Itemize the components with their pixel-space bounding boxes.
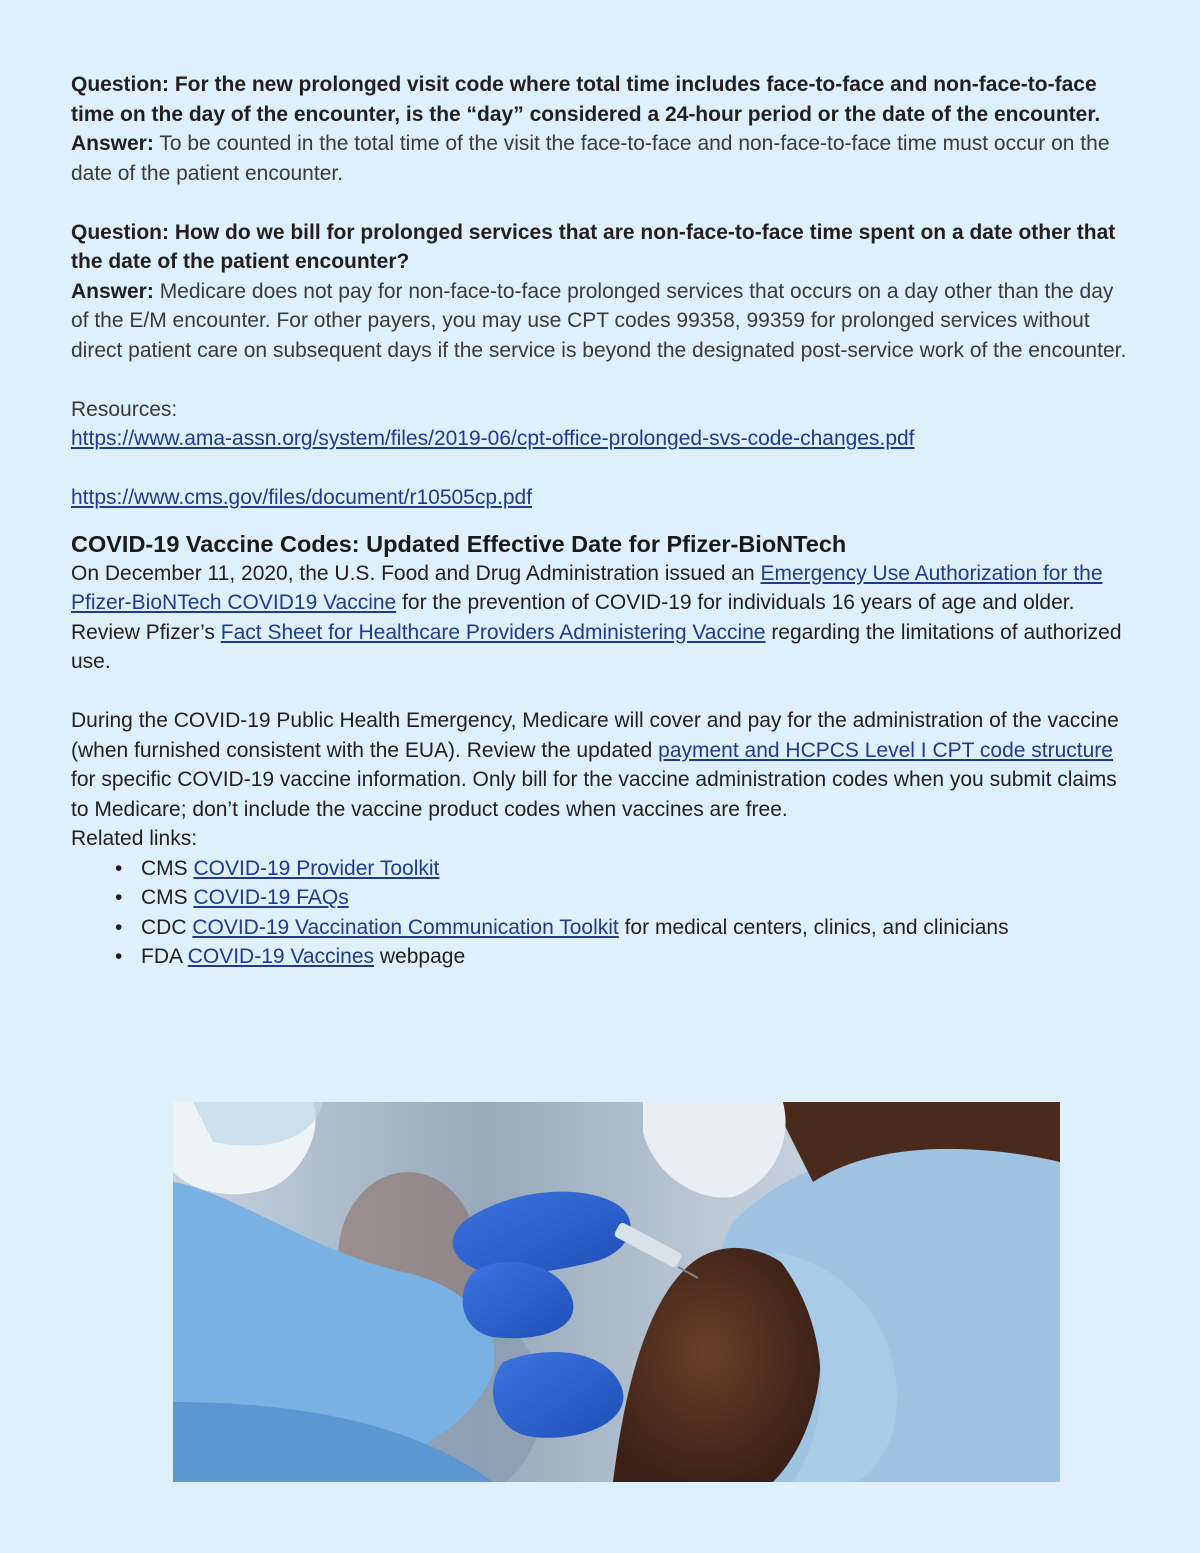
list-item bbox=[115, 883, 1131, 913]
vaccination-illustration bbox=[173, 1102, 1060, 1482]
list-item bbox=[115, 913, 1131, 943]
resource-link-ama[interactable]: https://www.ama-assn.org/system/files/2019-06/cpt-office-prolonged-svs-code-changes.pdf bbox=[71, 427, 915, 450]
link-prefix: CDC bbox=[141, 915, 193, 939]
payment-paragraph bbox=[71, 706, 1131, 824]
answer-text: Medicare does not pay for non-face-to-face prolonged services that occurs on a day other than the day of the E/M encounter. For other payers, you may use CPT codes 99358, 99359 for prolonged services without direct patient care on subsequent days if the service is beyond the designated post-service work of the encounter. bbox=[71, 279, 1127, 362]
related-links-list bbox=[71, 854, 1131, 972]
resources-section bbox=[71, 395, 1131, 513]
fda-vaccines-link[interactable]: COVID-19 Vaccines bbox=[187, 945, 375, 968]
related-links-label: Related links: bbox=[71, 827, 198, 850]
payment-structure-link[interactable]: payment and HCPCS Level I CPT code structure bbox=[658, 738, 1113, 762]
answer-label: Answer: bbox=[71, 132, 154, 155]
eua-paragraph bbox=[71, 559, 1131, 677]
page-content bbox=[71, 70, 1131, 972]
question-text: Question: How do we bill for prolonged services that are non-face-to-face time spent on a date other that the date of the patient encounter? bbox=[71, 220, 1116, 273]
link-prefix: CMS bbox=[141, 856, 194, 880]
text-run: regarding the limitations of authorized use. bbox=[71, 620, 1122, 673]
link-prefix: FDA bbox=[141, 945, 188, 968]
qa-item-2 bbox=[71, 218, 1131, 366]
list-item bbox=[115, 854, 1131, 884]
covid-section bbox=[71, 559, 1131, 972]
provider-toolkit-link[interactable]: COVID-19 Provider Toolkit bbox=[193, 856, 440, 880]
text-run: On December 11, 2020, the U.S. Food and Drug Administration issued an bbox=[71, 561, 761, 585]
fact-sheet-link[interactable]: Fact Sheet for Healthcare Providers Administering Vaccine bbox=[220, 620, 766, 644]
link-suffix: webpage bbox=[374, 945, 466, 968]
communication-toolkit-link[interactable]: COVID-19 Vaccination Communication Toolkit bbox=[192, 915, 619, 939]
text-run: for specific COVID-19 vaccine information. Only bill for the vaccine administration codes when you submit claims to Medicare; don’t include the vaccine product codes when vaccines are free. bbox=[71, 768, 1117, 821]
answer-paragraph bbox=[71, 129, 1131, 188]
vaccination-photo bbox=[173, 1102, 1060, 1482]
question-text: Question: For the new prolonged visit code where total time includes face-to-face and non-face-to-face time on the day of the encounter, is the “day” considered a 24-hour period or the date of the encounter. bbox=[71, 73, 1101, 126]
link-suffix: for medical centers, clinics, and clinicians bbox=[618, 915, 1009, 939]
faqs-link[interactable]: COVID-19 FAQs bbox=[193, 886, 349, 909]
text-run: During the COVID-19 Public Health Emergency, Medicare will cover and pay for the administration of the vaccine (when furnished consistent with the EUA). Review the updated bbox=[71, 709, 1119, 762]
resources-label: Resources: bbox=[71, 397, 178, 421]
answer-label: Answer: bbox=[71, 279, 154, 303]
list-item bbox=[115, 942, 1131, 972]
eua-link[interactable]: Emergency Use Authorization for the Pfizer-BioNTech COVID19 Vaccine bbox=[71, 561, 1103, 614]
link-prefix: CMS bbox=[141, 886, 194, 909]
text-run: for the prevention of COVID-19 for individuals 16 years of age and older. Review Pfizer’s bbox=[71, 591, 1075, 644]
answer-text: To be counted in the total time of the visit the face-to-face and non-face-to-face time must occur on the date of the patient encounter. bbox=[71, 132, 1110, 185]
resource-link-cms[interactable]: https://www.cms.gov/files/document/r10505cp.pdf bbox=[71, 486, 533, 509]
qa-item-1 bbox=[71, 70, 1131, 188]
section-heading: COVID-19 Vaccine Codes: Updated Effective Date for Pfizer-BioNTech bbox=[71, 530, 847, 557]
answer-paragraph bbox=[71, 277, 1131, 366]
